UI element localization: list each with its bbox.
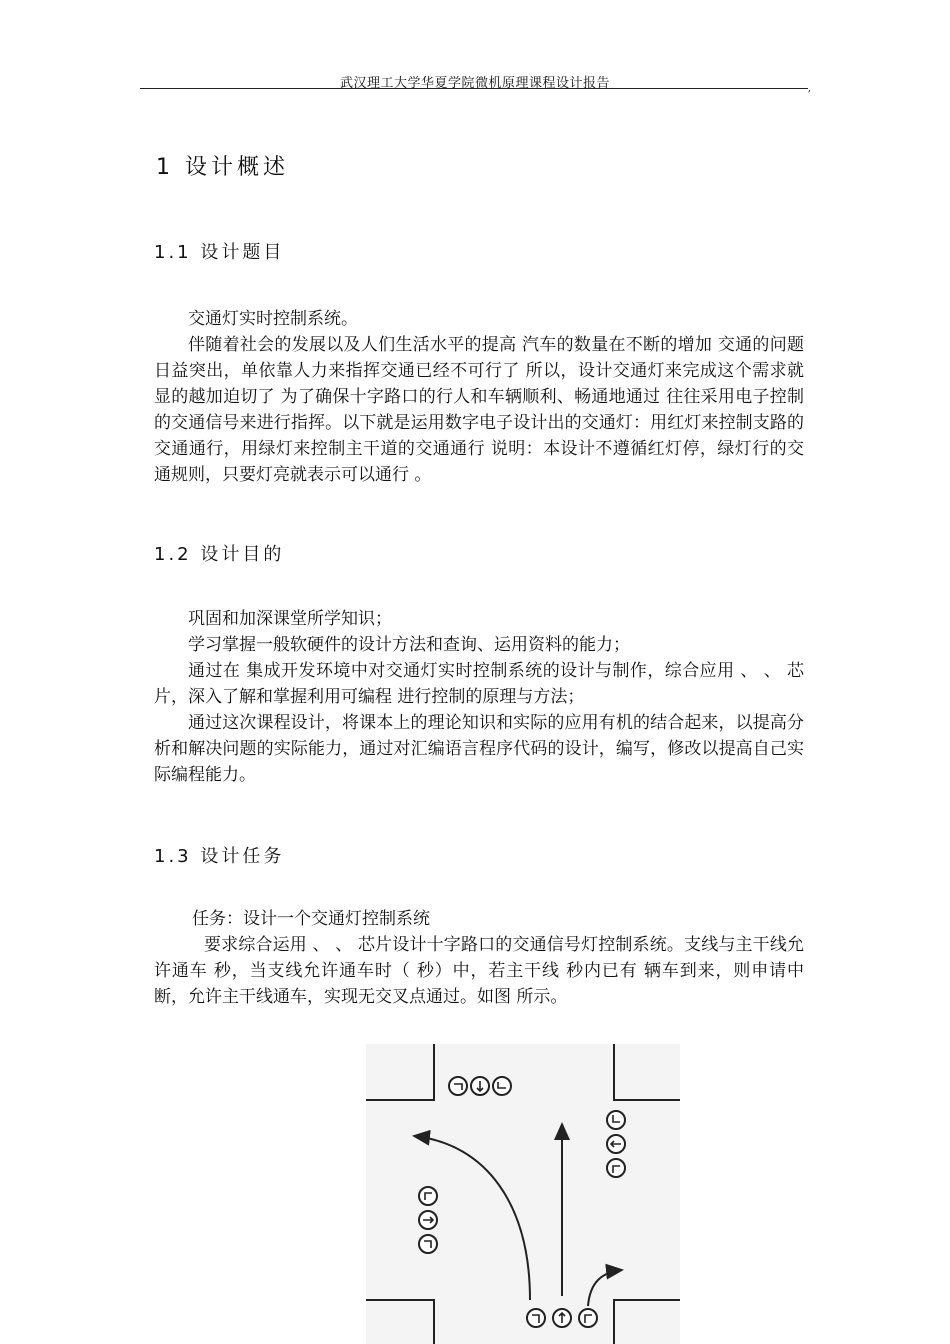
paragraph: 要求综合运用 、 、 芯片设计十字路口的交通信号灯控制系统。支线与主干线允许通车 秒，当支线允许通车时（ 秒）中，若主干线 秒内已有 辆车到来，则申请中断，允许主干线通车，实现无交叉点通过。如图 所示。 <box>154 935 804 1007</box>
turn-left-icon <box>527 1309 545 1327</box>
section-body-1-2 <box>154 606 804 788</box>
right-signal-group <box>607 1111 625 1177</box>
paragraph: 伴随着社会的发展以及人们生活水平的提高 汽车的数量在不断的增加 交通的问题日益突出，单依靠人力来指挥交通已经不可行了 所以，设计交通灯来完成这个需求就显的越加迫切了 为了确保十字路口的行人和车辆顺利、畅通地通过 往往采用电子控制的交通信号来进行指挥。以下就是运用数字电子设计出的交通灯：用红灯来控制支路的交通通行，用绿灯来控制主干道的交通通行 说明：本设计不遵循红灯停，绿灯行的交通规则，只要灯亮就表示可以通行 。 <box>154 335 804 485</box>
section-heading-1-1: 1.1 设计题目 <box>154 242 285 263</box>
section-body-1-1 <box>154 306 804 488</box>
header-tick: , <box>808 84 811 94</box>
section-heading-1-2: 1.2 设计目的 <box>154 544 285 565</box>
road-edges <box>366 1044 680 1344</box>
turn-left-icon <box>419 1187 437 1205</box>
left-signal-group <box>419 1187 437 1253</box>
section-body-1-3 <box>154 906 804 1010</box>
intersection-diagram <box>366 1044 680 1344</box>
chapter-title: 1 设计概述 <box>156 155 289 180</box>
straight-icon <box>607 1135 625 1153</box>
bottom-signal-group <box>527 1309 597 1327</box>
page-header: 武汉理工大学华夏学院微机原理课程设计报告 <box>339 76 610 91</box>
header-rule <box>140 88 808 89</box>
movement-arrows <box>414 1124 622 1306</box>
paragraph: 交通灯实时控制系统。 <box>188 309 358 329</box>
turn-right-icon <box>493 1077 511 1095</box>
intersection-figure <box>366 1044 680 1344</box>
paragraph: 巩固和加深课堂所学知识； <box>188 609 392 629</box>
straight-icon <box>553 1309 571 1327</box>
straight-icon <box>471 1077 489 1095</box>
paragraph: 学习掌握一般软硬件的设计方法和查询、运用资料的能力； <box>188 635 630 655</box>
paragraph: 通过在 集成开发环境中对交通灯实时控制系统的设计与制作，综合应用 、 、 芯片，深入了解和掌握利用可编程 进行控制的原理与方法； <box>154 661 804 707</box>
section-heading-1-3: 1.3 设计任务 <box>154 846 285 867</box>
turn-right-icon <box>579 1309 597 1327</box>
turn-right-icon <box>607 1159 625 1177</box>
turn-right-icon <box>419 1235 437 1253</box>
paragraph: 任务：设计一个交通灯控制系统 <box>192 909 430 929</box>
straight-icon <box>419 1211 437 1229</box>
top-signal-group <box>449 1077 511 1095</box>
turn-left-icon <box>449 1077 467 1095</box>
paragraph: 通过这次课程设计，将课本上的理论知识和实际的应用有机的结合起来，以提高分析和解决问题的实际能力，通过对汇编语言程序代码的设计，编写，修改以提高自己实际编程能力。 <box>154 713 804 785</box>
turn-left-icon <box>607 1111 625 1129</box>
